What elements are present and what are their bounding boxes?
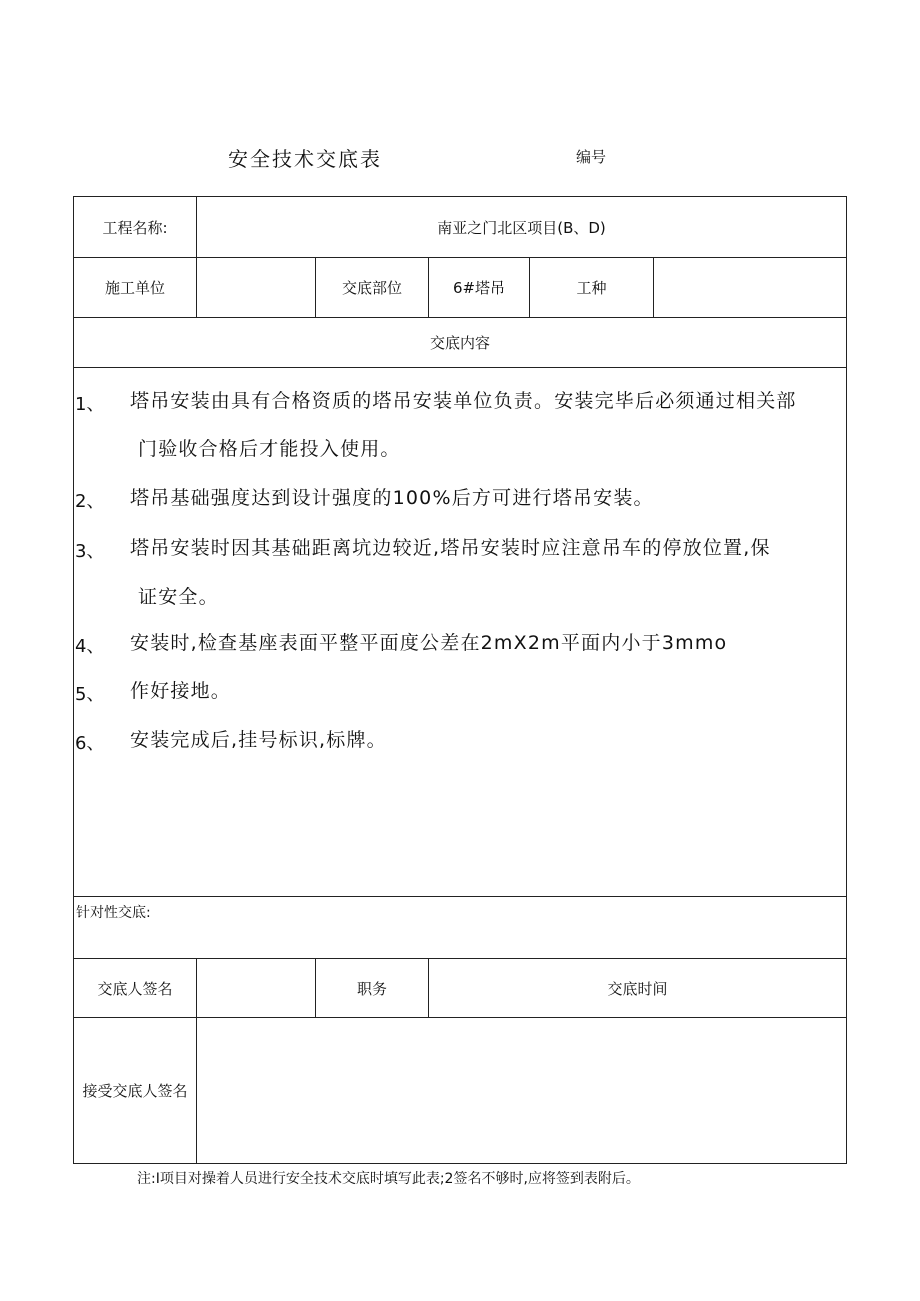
list-item-continuation: 门验收合格后才能投入使用。 [138, 438, 401, 460]
discloser-signature-label: 交底人签名 [97, 979, 173, 998]
table-rule [73, 367, 847, 368]
discloser-signature-field[interactable] [197, 959, 315, 1017]
disclosure-part-label: 交底部位 [341, 279, 402, 297]
list-item: 塔吊基础强度达到设计强度的100%后方可进行塔吊安装。 [130, 487, 654, 509]
construction-unit-label: 施工单位 [104, 279, 165, 297]
construction-unit-value[interactable] [197, 258, 315, 317]
table-border-bottom [73, 1163, 847, 1164]
disclosure-part-value: 6#塔吊 [452, 279, 506, 297]
list-item: 安装完成后,挂号标识,标牌。 [130, 729, 387, 751]
footer-note: 注:I项目对操着人员进行安全技术交底时填写此表;2签名不够时,应将签到表附后。 [137, 1171, 640, 1187]
trade-label: 工种 [576, 279, 607, 297]
item-number: 2、 [75, 491, 105, 512]
item-number: 4、 [75, 636, 105, 657]
list-item-continuation: 证安全。 [138, 586, 219, 608]
position-label: 职务 [356, 979, 387, 998]
item-number: 6、 [75, 733, 105, 754]
list-item: 塔吊安装由具有合格资质的塔吊安装单位负责。安装完毕后必须通过相关部 [130, 390, 797, 412]
receiver-signature-field[interactable] [197, 1018, 846, 1163]
table-rule [73, 896, 847, 897]
list-item: 作好接地。 [130, 680, 232, 702]
list-item: 安装时,检查基座表面平整平面度公差在2mX2m平面内小于3mmo [130, 632, 728, 654]
serial-number-label: 编号 [576, 148, 607, 166]
project-name-value: 南亚之门北区项目(B、D) [437, 218, 606, 237]
item-number: 1、 [75, 394, 105, 415]
list-item: 塔吊安装时因其基础距离坑边较近,塔吊安装时应注意吊车的停放位置,保 [130, 537, 771, 559]
table-border-right [846, 196, 847, 1164]
targeted-disclosure-label: 针对性交底: [76, 905, 151, 921]
item-number: 5、 [75, 684, 105, 705]
content-heading: 交底内容 [429, 334, 490, 352]
receiver-signature-label: 接受交底人签名 [82, 1082, 188, 1100]
trade-value[interactable] [654, 258, 846, 317]
project-name-label: 工程名称: [102, 218, 168, 237]
page-title: 安全技术交底表 [228, 147, 382, 171]
item-number: 3、 [75, 541, 105, 562]
disclosure-time-label: 交底时间 [607, 979, 668, 998]
